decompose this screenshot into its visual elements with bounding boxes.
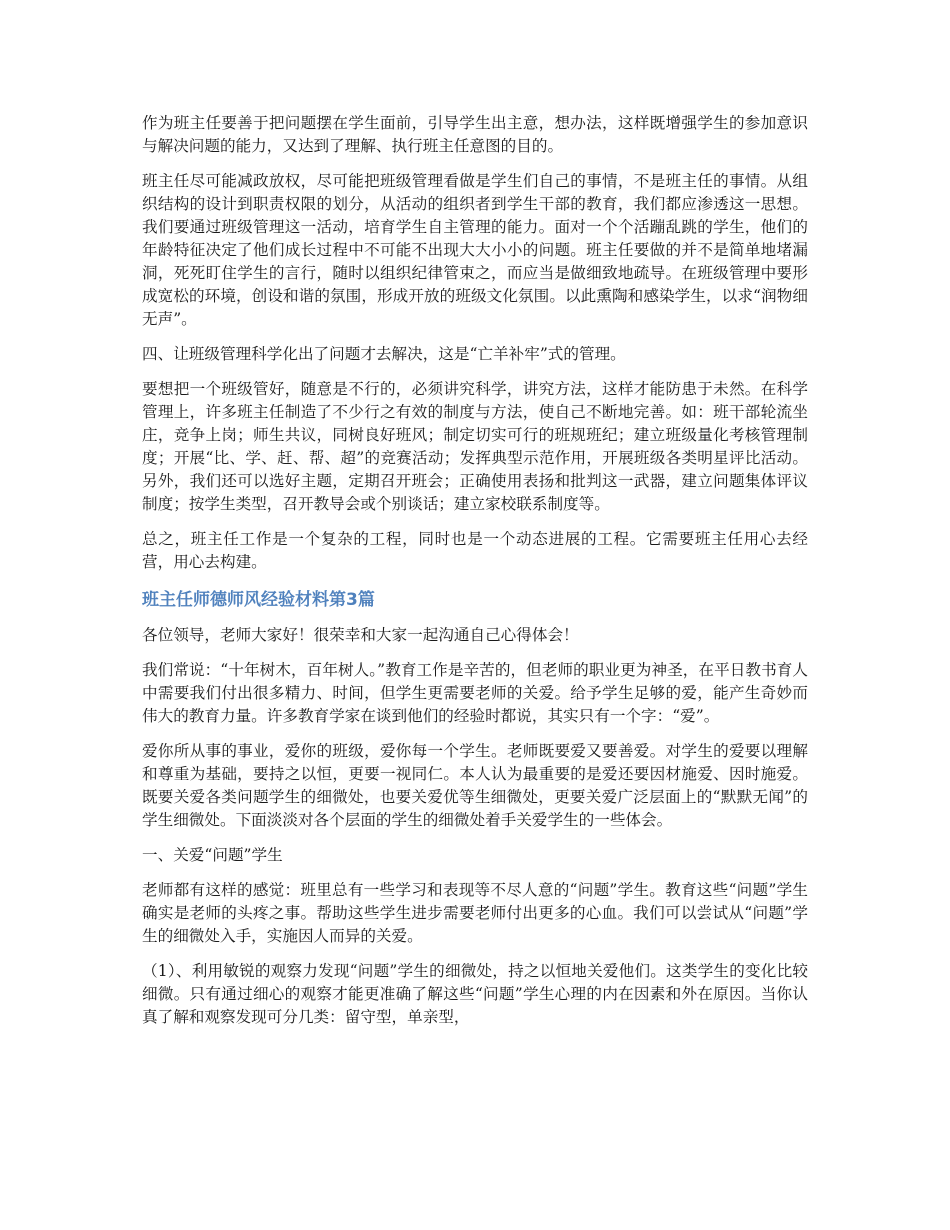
paragraph: 我们常说：“十年树木，百年树人。”教育工作是辛苦的，但老师的职业更为神圣，在平日教书育人中需要我们付出很多精力、时间，但学生更需要老师的关爱。给予学生足够的爱，能产生奇妙而伟大的教育力量。许多教育学家在谈到他们的经验时都说，其实只有一个字：“爱”。 (142, 661, 808, 725)
paragraph: （1）、利用敏锐的观察力发现“问题”学生的细微处，持之以恒地关爱他们。这类学生的变化比较细微。只有通过细心的观察才能更准确了解这些“问题”学生心理的内在因素和外在原因。当你认真了解和观察发现可分几类：留守型，单亲型， (142, 962, 808, 1026)
document-body (142, 112, 808, 1041)
paragraph: 各位领导，老师大家好！很荣幸和大家一起沟通自己心得体会！ (142, 626, 579, 644)
paragraph: 总之，班主任工作是一个复杂的工程，同时也是一个动态进展的工程。它需要班主任用心去经营，用心去构建。 (142, 530, 808, 571)
paragraph: 一、关爱“问题”学生 (142, 846, 283, 864)
paragraph: 四、让班级管理科学化出了问题才去解决，这是“亡羊补牢”式的管理。 (142, 345, 626, 363)
section-heading: 班主任师德师风经验材料第3篇 (142, 590, 375, 610)
paragraph: 作为班主任要善于把问题摆在学生面前，引导学生出主意，想办法，这样既增强学生的参加意识与解决问题的能力，又达到了理解、执行班主任意图的目的。 (142, 114, 808, 155)
paragraph: 老师都有这样的感觉：班里总有一些学习和表现等不尽人意的“问题”学生。教育这些“问题”学生确实是老师的头疼之事。帮助这些学生进步需要老师付出更多的心血。我们可以尝试从“问题”学生的细微处入手，实施因人而异的关爱。 (142, 881, 808, 945)
paragraph: 要想把一个班级管好，随意是不行的，必须讲究科学，讲究方法，这样才能防患于未然。在科学管理上，许多班主任制造了不少行之有效的制度与方法，使自己不断地完善。如：班干部轮流坐庄，竞争上岗；师生共议，同树良好班风；制定切实可行的班规班纪；建立班级量化考核管理制度；开展“比、学、赶、帮、超”的竞赛活动；发挥典型示范作用，开展班级各类明星评比活动。另外，我们还可以选好主题，定期召开班会；正确使用表扬和批判这一武器，建立问题集体评议制度；按学生类型，召开教导会或个别谈话；建立家校联系制度等。 (142, 380, 808, 513)
paragraph: 班主任尽可能减政放权，尽可能把班级管理看做是学生们自己的事情，不是班主任的事情。从组织结构的设计到职责权限的划分，从活动的组织者到学生干部的教育，我们都应渗透这一思想。我们要通过班级管理这一活动，培育学生自主管理的能力。面对一个个活蹦乱跳的学生，他们的年龄特征决定了他们成长过程中不可能不出现大大小小的问题。班主任要做的并不是简单地堵漏洞，死死盯住学生的言行，随时以组织纪律管束之，而应当是做细致地疏导。在班级管理中要形成宽松的环境，创设和谐的氛围，形成开放的班级文化氛围。以此熏陶和感染学生，以求“润物细无声”。 (142, 172, 808, 328)
paragraph: 爱你所从事的事业，爱你的班级，爱你每一个学生。老师既要爱又要善爱。对学生的爱要以理解和尊重为基础，要持之以恒，更要一视同仁。本人认为最重要的是爱还要因材施爱、因时施爱。既要关爱各类问题学生的细微处，也要关爱优等生细微处，更要关爱广泛层面上的“默默无闻”的学生细微处。下面淡淡对各个层面的学生的细微处着手关爱学生的一些体会。 (142, 742, 808, 829)
